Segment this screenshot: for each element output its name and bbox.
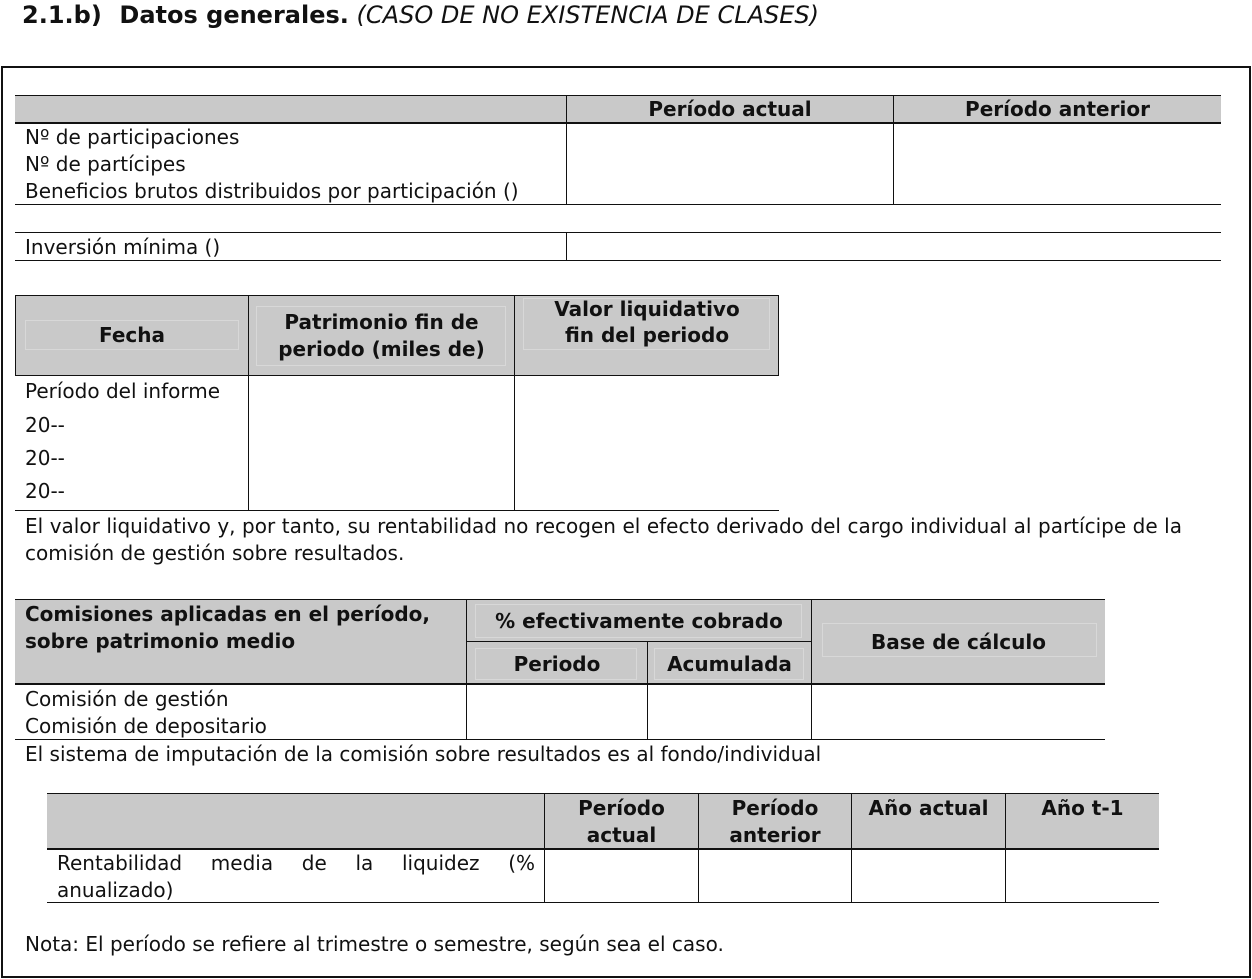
- row-management-fee: Comisión de gestión: [25, 687, 229, 711]
- row-gross-benefits: Beneficios brutos distribuidos por participación (): [25, 179, 519, 203]
- section-subtitle: (CASO DE NO EXISTENCIA DE CLASES): [356, 1, 819, 29]
- col-previous-year: Año t-1: [1041, 796, 1124, 820]
- col-nav-line1: Valor liquidativo: [554, 297, 740, 321]
- row-liquidity-label-l2: anualizado): [57, 878, 174, 902]
- section-number: 2.1.b): [22, 1, 102, 29]
- col-commissions-line2: sobre patrimonio medio: [25, 629, 296, 653]
- col-assets-line1: Patrimonio fin de: [284, 310, 479, 334]
- row-participations: Nº de participaciones: [25, 125, 240, 149]
- commission-system-note: El sistema de imputación de la comisión sobre resultados es al fondo/individual: [25, 742, 822, 766]
- row-year-2: 20--: [25, 446, 65, 470]
- col-accumulated: Acumulada: [667, 652, 792, 676]
- section-heading: [22, 0, 819, 30]
- nav-note: El valor liquidativo y, por tanto, su rentabilidad no recogen el efecto derivado del cargo individual al partícipe de la comisión de gestión sobre resultados.: [25, 514, 1182, 565]
- col-current-period: Período actual: [648, 97, 812, 121]
- section-title: Datos generales.: [119, 1, 349, 29]
- col-current-period-l2: actual: [586, 823, 657, 847]
- row-report-period: Período del informe: [25, 379, 221, 403]
- col-previous-period-l1: Período: [731, 796, 819, 820]
- footnote: Nota: El período se refiere al trimestre o semestre, según sea el caso.: [25, 932, 724, 956]
- row-year-1: 20--: [25, 413, 65, 437]
- col-commissions-line1: Comisiones aplicadas en el período,: [25, 602, 430, 626]
- row-year-3: 20--: [25, 479, 65, 503]
- col-previous-period-l2: anterior: [729, 823, 821, 847]
- col-assets-line2: periodo (miles de): [278, 337, 485, 361]
- col-previous-period: Período anterior: [965, 97, 1150, 121]
- row-depositary-fee: Comisión de depositario: [25, 714, 267, 738]
- col-current-year: Año actual: [868, 796, 989, 820]
- row-liquidity-label-l1: Rentabilidad media de la liquidez (%: [57, 851, 535, 875]
- col-period: Periodo: [513, 652, 601, 676]
- row-participants: Nº de partícipes: [25, 152, 186, 176]
- col-current-period-l1: Período: [578, 796, 665, 820]
- row-min-investment: Inversión mínima (): [25, 235, 221, 259]
- col-date: Fecha: [98, 323, 165, 347]
- col-calculation-base: Base de cálculo: [871, 630, 1046, 654]
- col-effectively-charged: % efectivamente cobrado: [495, 609, 783, 633]
- col-nav-line2: fin del periodo: [564, 323, 730, 347]
